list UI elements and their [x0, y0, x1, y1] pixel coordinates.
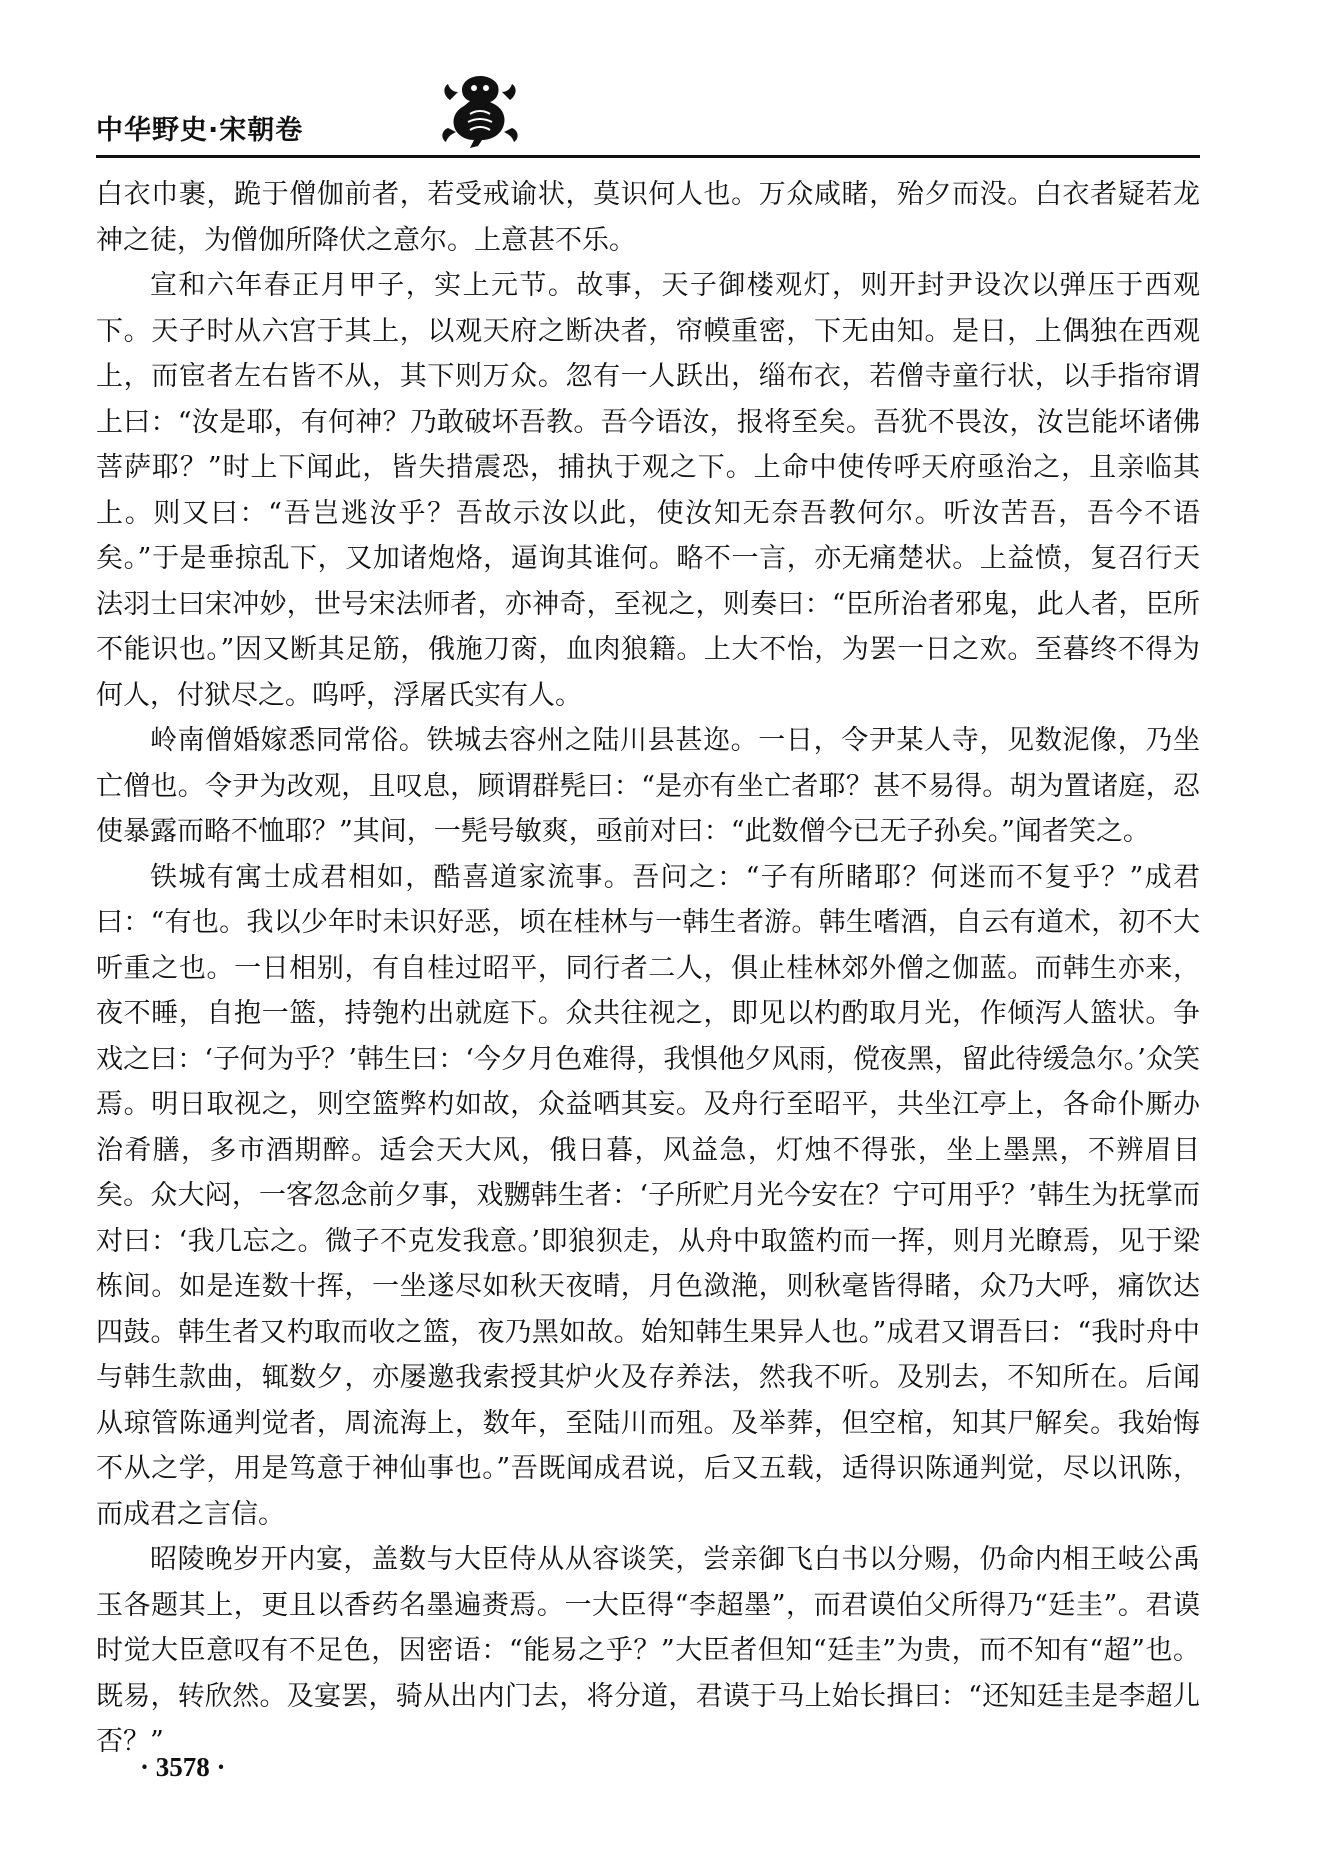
paragraph-3: 岭南僧婚嫁悉同常俗。铁城去容州之陆川县甚迩。一日，令尹某人寺，见数泥像，乃坐亡僧也。令尹为改观，且叹息，顾谓群髡曰：“是亦有坐亡者耶？甚不易得。胡为置诸庭，忍使暴露而略不恤耶？”其间，一髡号敏爽，亟前对曰：“此数僧今已无子孙矣。”闻者笑之。: [96, 725, 1200, 847]
paragraph-2: 宣和六年春正月甲子，实上元节。故事，天子御楼观灯，则开封尹设次以弹压于西观下。天子时从六宫于其上，以观天府之断决者，帘幙重密，下无由知。是日，上偶独在西观上，而宦者左右皆不从，其下则万众。忽有一人跃出，缁布衣，若僧寺童行状，以手指帘谓上曰：“汝是耶，有何神？乃敢破坏吾教。吾今语汝，报将至矣。吾犹不畏汝，汝岂能坏诸佛菩萨耶？”时上下闻此，皆失措震恐，捕执于观之下。上命中使传呼天府亟治之，且亲临其上。则又曰：“吾岂逃汝乎？吾故示汝以此，使汝知无奈吾教何尔。听汝苦吾，吾今不语矣。”于是垂掠乱下，又加诸炮烙，逼询其谁何。略不一言，亦无痛楚状。上益愤，复召行天法羽士曰宋冲妙，世号宋法师者，亦神奇，至视之，则奏曰：“臣所治者邪鬼，此人者，臣所不能识也。”因又断其足筋，俄施刀脔，血肉狼籍。上大不怡，为罢一日之欢。至暮终不得为何人，付狱尽之。呜呼，浮屠氏实有人。: [96, 270, 1200, 711]
page-number: · 3578 ·: [140, 1752, 226, 1782]
paragraph-5: 昭陵晚岁开内宴，盖数与大臣侍从从容谈笑，尝亲御飞白书以分赐，仍命内相王岐公禹玉各题其上，更且以香药名墨遍赉焉。一大臣得“李超墨”，而君谟伯父所得乃“廷圭”。君谟时觉大臣意叹有不足色，因密语：“能易之乎？”大臣者但知“廷圭”为贵，而不知有“超”也。既易，转欣然。及宴罢，骑从出内门去，将分道，君谟于马上始长揖曰：“还知廷圭是李超儿否？”: [96, 1544, 1200, 1757]
dragon-emblem-icon: [440, 70, 520, 154]
paragraph-4: 铁城有寓士成君相如，酷喜道家流事。吾问之：“子有所睹耶？何迷而不复乎？”成君曰：“有也。我以少年时未识好恶，顷在桂林与一韩生者游。韩生嗜酒，自云有道术，初不大听重之也。一日相别，有自桂过昭平，同行者二人，俱止桂林郊外僧之伽蓝。而韩生亦来，夜不睡，自抱一篮，持匏杓出就庭下。众共往视之，即见以杓酌取月光，作倾泻人篮状。争戏之曰：‘子何为乎？’韩生曰：‘今夕月色难得，我惧他夕风雨，傥夜黑，留此待缓急尔。’众笑焉。明日取视之，则空篮弊杓如故，众益哂其妄。及舟行至昭平，共坐江亭上，各命仆厮办治肴膳，多市酒期醉。适会天大风，俄日暮，风益急，灯烛不得张，坐上墨黑，不辨眉目矣。众大闷，一客忽念前夕事，戏嬲韩生者：‘子所贮月光今安在？宁可用乎？’韩生为抚掌而对曰：‘我几忘之。微子不克发我意。’即狼狈走，从舟中取篮杓而一挥，则月光瞭焉，见于梁栋间。如是连数十挥，一坐遂尽如秋天夜晴，月色潋滟，则秋毫皆得睹，众乃大呼，痛饮达四鼓。韩生者又杓取而收之篮，夜乃黑如故。始知韩生果异人也。”成君又谓吾曰：“我时舟中与韩生款曲，辄数夕，亦屡邀我索授其炉火及存养法，然我不听。及别去，不知所在。后闻从琼管陈通判觉者，周流海上，数年，至陆川而殂。及举葬，但空棺，知其尸解矣。我始悔不从之学，用是笃意于神仙事也。”吾既闻成君说，后又五载，适得识陈通判觉，尽以讯陈，而成君之言信。: [96, 861, 1200, 1530]
body-text: [96, 172, 1200, 1765]
page-header: [96, 70, 1200, 162]
book-title: 中华野史·宋朝卷: [96, 115, 304, 146]
header-rule: [96, 155, 1200, 158]
paragraph-1: 白衣巾裹，跪于僧伽前者，若受戒谕状，莫识何人也。万众咸睹，殆夕而没。白衣者疑若龙神之徒，为僧伽所降伏之意尔。上意甚不乐。: [96, 179, 1200, 256]
